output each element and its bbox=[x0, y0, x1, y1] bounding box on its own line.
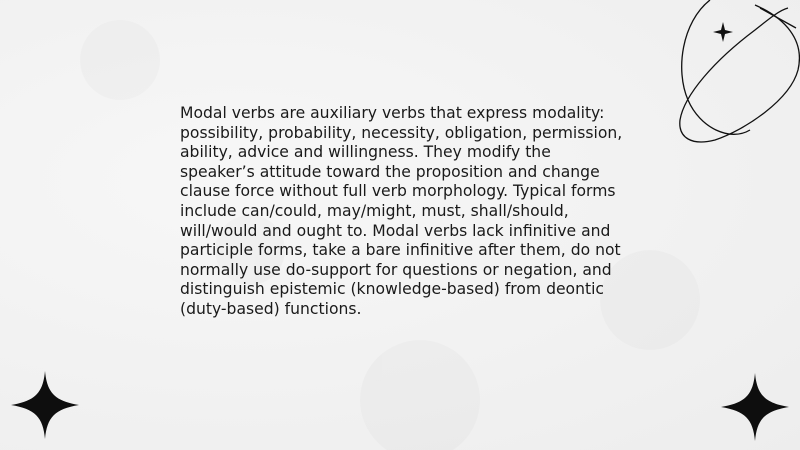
body-paragraph: Modal verbs are auxiliary verbs that express modality: possibility, probability, necessity, obligation, permission, ability, advice and willingness. They modify the speaker’s attitude toward the proposition and change clause force without full verb morphology. Typical forms include can/could, may/might, must, shall/should, will/would and ought to. Modal verbs lack infinitive and participle forms, take a bare infinitive after them, do not normally use do-support for questions or negation, and distinguish epistemic (knowledge-based) from deontic (duty-based) functions. bbox=[180, 104, 623, 318]
four-point-star-icon bbox=[11, 371, 79, 439]
sparkle-icon bbox=[713, 22, 733, 42]
orbit-lines-icon bbox=[670, 0, 800, 150]
four-point-star-icon bbox=[721, 373, 789, 441]
